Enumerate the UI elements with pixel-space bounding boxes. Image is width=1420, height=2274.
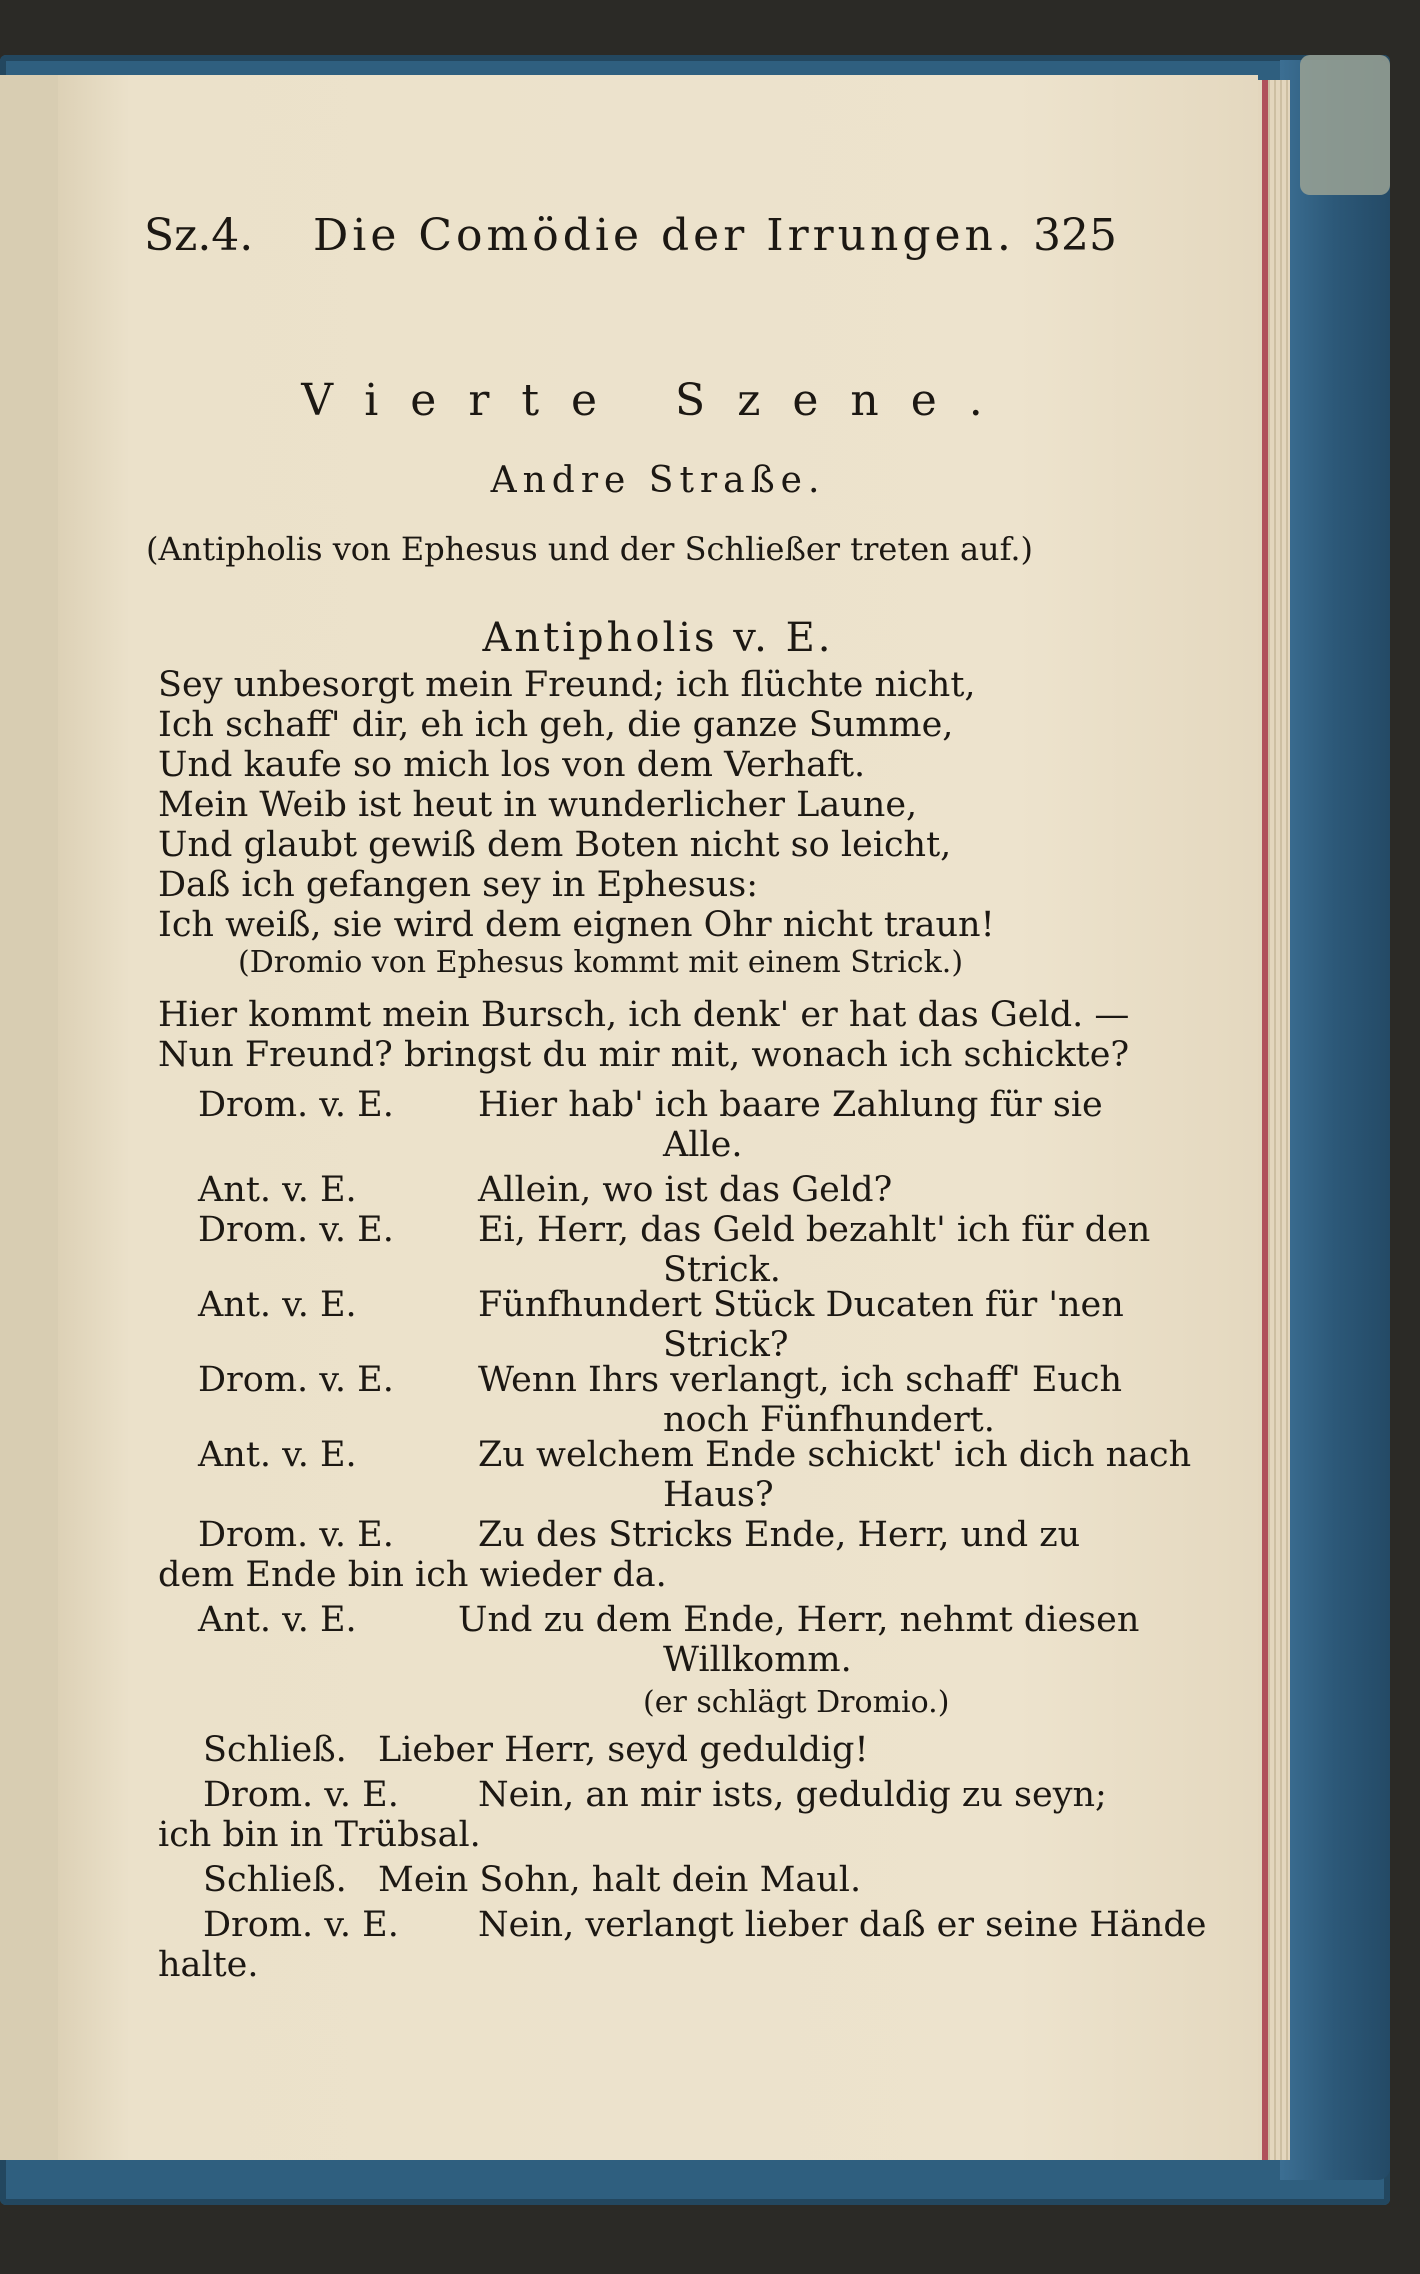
dialogue-text: Nein, an mir ists, geduldig zu seyn; (478, 1775, 1107, 1815)
dialogue-continuation: Alle. (663, 1125, 743, 1165)
dialogue-speaker: Drom. v. E. (198, 1210, 394, 1250)
verse-line: Daß ich gefangen sey in Ephesus: (158, 865, 759, 905)
dialogue-text: Und zu dem Ende, Herr, nehmt diesen (458, 1600, 1140, 1640)
verse-line: Ich schaff' dir, eh ich geh, die ganze Summe, (158, 705, 954, 745)
verse-line: Und kaufe so mich los von dem Verhaft. (158, 745, 866, 785)
verse-block (158, 995, 1208, 1075)
stage-direction: (Dromio von Ephesus kommt mit einem Strick.) (238, 945, 964, 980)
dialogue-text: Wenn Ihrs verlangt, ich schaff' Euch (478, 1360, 1123, 1400)
left-page-edge (0, 75, 62, 2160)
dialogue-continuation: Willkomm. (663, 1640, 852, 1680)
red-page-edge (1262, 80, 1268, 2160)
verse-line: Nun Freund? bringst du mir mit, wonach ich schickte? (158, 1035, 1130, 1075)
dialogue-continuation: dem Ende bin ich wieder da. (158, 1555, 667, 1595)
dialogue-speaker: Schließ. (203, 1730, 347, 1770)
dialogue-text: Lieber Herr, seyd geduldig! (378, 1730, 869, 1770)
dialogue-speaker: Drom. v. E. (198, 1360, 394, 1400)
running-header-title: Die Comödie der Irrungen. (313, 210, 1015, 261)
cover-edge (1280, 60, 1390, 2180)
speaker-name: Antipholis v. E. (482, 615, 834, 661)
book-page (58, 75, 1258, 2160)
dialogue-text: Nein, verlangt lieber daß er seine Hände (478, 1905, 1207, 1945)
dialogue-continuation: noch Fünfhundert. (663, 1400, 995, 1440)
dialogue-speaker: Drom. v. E. (198, 1085, 394, 1125)
dialogue-speaker: Ant. v. E. (198, 1285, 357, 1325)
verse-line: Hier kommt mein Bursch, ich denk' er hat das Geld. — (158, 995, 1130, 1035)
stage-direction: (Antipholis von Ephesus und der Schließer treten auf.) (146, 530, 1033, 568)
dialogue-continuation: Strick? (663, 1325, 789, 1365)
dialogue-text: Allein, wo ist das Geld? (478, 1170, 893, 1210)
scene-place: Andre Straße. (490, 460, 826, 501)
dialogue-text: Hier hab' ich baare Zahlung für sie (478, 1085, 1103, 1125)
dialogue-speaker: Schließ. (203, 1860, 347, 1900)
dialogue-text: Mein Sohn, halt dein Maul. (378, 1860, 862, 1900)
dialogue-speaker: Ant. v. E. (198, 1600, 357, 1640)
cover-wear (1300, 55, 1390, 195)
dialogue-speaker: Drom. v. E. (203, 1775, 399, 1815)
stage-direction: (er schlägt Dromio.) (643, 1685, 950, 1720)
dialogue-speaker: Ant. v. E. (198, 1170, 357, 1210)
dialogue-text: Zu welchem Ende schickt' ich dich nach (478, 1435, 1192, 1475)
page-number: 325 (1033, 210, 1117, 261)
dialogue-continuation: halte. (158, 1945, 259, 1985)
dialogue-text: Zu des Stricks Ende, Herr, und zu (478, 1515, 1081, 1555)
dialogue-speaker: Ant. v. E. (198, 1435, 357, 1475)
dialogue-speaker: Drom. v. E. (198, 1515, 394, 1555)
dialogue-continuation: Strick. (663, 1250, 781, 1290)
verse-block (158, 665, 1208, 945)
dialogue-speaker: Drom. v. E. (203, 1905, 399, 1945)
dialogue-continuation: ich bin in Trübsal. (158, 1815, 481, 1855)
dialogue-text: Fünfhundert Stück Ducaten für 'nen (478, 1285, 1124, 1325)
verse-line: Ich weiß, sie wird dem eignen Ohr nicht traun! (158, 905, 995, 945)
verse-line: Und glaubt gewiß dem Boten nicht so leicht, (158, 825, 952, 865)
running-header-scene: Sz.4. (144, 210, 254, 261)
dialogue-continuation: Haus? (663, 1475, 774, 1515)
scene-title: Vierte Szene. (301, 375, 1015, 426)
verse-line: Sey unbesorgt mein Freund; ich flüchte nicht, (158, 665, 976, 705)
verse-line: Mein Weib ist heut in wunderlicher Laune, (158, 785, 918, 825)
dialogue-text: Ei, Herr, das Geld bezahlt' ich für den (478, 1210, 1151, 1250)
